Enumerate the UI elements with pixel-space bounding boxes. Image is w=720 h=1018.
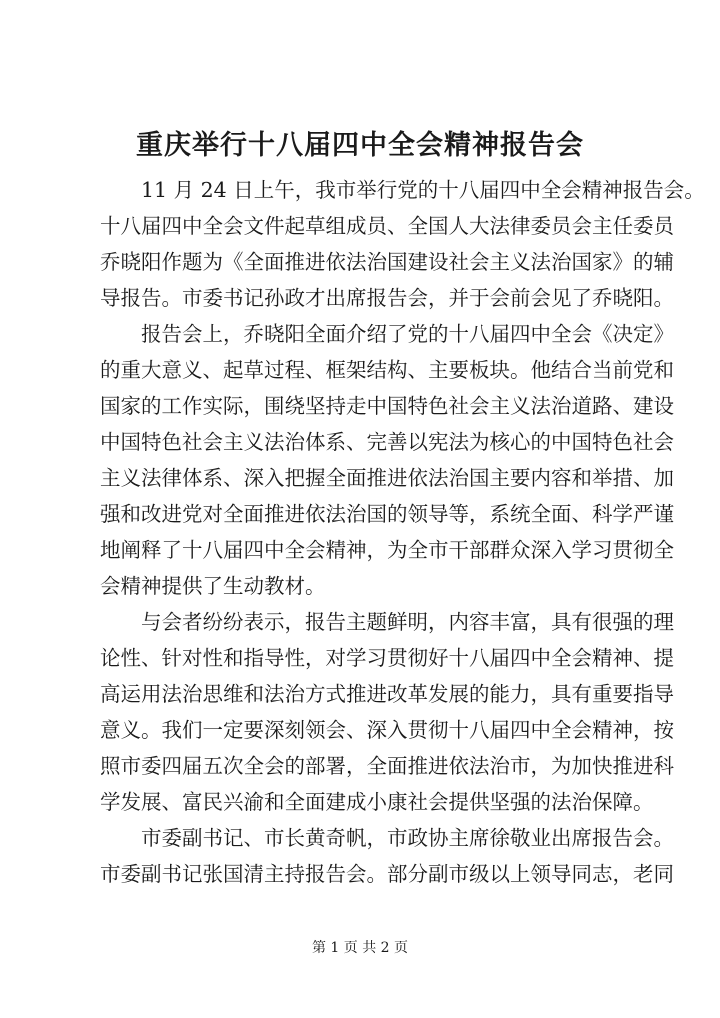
text-line: 十八届四中全会文件起草组成员、全国人大法律委员会主任委员 — [100, 214, 674, 238]
text-line: 市委副书记张国清主持报告会。部分副市级以上领导同志，老同 — [100, 862, 674, 886]
text-line: 乔晓阳作题为《全面推进依法治国建设社会主义法治国家》的辅 — [100, 250, 674, 274]
text-line: 主义法律体系、深入把握全面推进依法治国主要内容和举措、加 — [100, 466, 674, 490]
text-line: 学发展、富民兴渝和全面建成小康社会提供坚强的法治保障。 — [100, 790, 654, 814]
text-line: 导报告。市委书记孙政才出席报告会，并于会前会见了乔晓阳。 — [100, 286, 674, 310]
document-body — [100, 172, 705, 892]
text-line: 地阐释了十八届四中全会精神，为全市干部群众深入学习贯彻全 — [100, 538, 674, 562]
text-line: 意义。我们一定要深刻领会、深入贯彻十八届四中全会精神，按 — [100, 718, 674, 742]
text-line: 国家的工作实际，围绕坚持走中国特色社会主义法治道路、建设 — [100, 394, 674, 418]
document-title: 重庆举行十八届四中全会精神报告会 — [136, 130, 584, 161]
text-line: 会精神提供了生动教材。 — [100, 574, 326, 598]
text-line: 11 月 24 日上午，我市举行党的十八届四中全会精神报告会。 — [141, 178, 705, 202]
text-line: 照市委四届五次全会的部署，全面推进依法治市，为加快推进科 — [100, 754, 674, 778]
text-line: 的重大意义、起草过程、框架结构、主要板块。他结合当前党和 — [100, 358, 674, 382]
text-line: 高运用法治思维和法治方式推进改革发展的能力，具有重要指导 — [100, 682, 674, 706]
text-line: 中国特色社会主义法治体系、完善以宪法为核心的中国特色社会 — [100, 430, 674, 454]
page-footer: 第 1 页 共 2 页 — [311, 940, 409, 956]
text-line: 论性、针对性和指导性，对学习贯彻好十八届四中全会精神、提 — [100, 646, 674, 670]
text-line: 市委副书记、市长黄奇帆，市政协主席徐敬业出席报告会。 — [141, 826, 674, 850]
text-line: 强和改进党对全面推进依法治国的领导等，系统全面、科学严谨 — [100, 502, 674, 526]
text-line: 与会者纷纷表示，报告主题鲜明，内容丰富，具有很强的理 — [141, 610, 674, 634]
text-line: 报告会上，乔晓阳全面介绍了党的十八届四中全会《决定》 — [141, 322, 674, 346]
